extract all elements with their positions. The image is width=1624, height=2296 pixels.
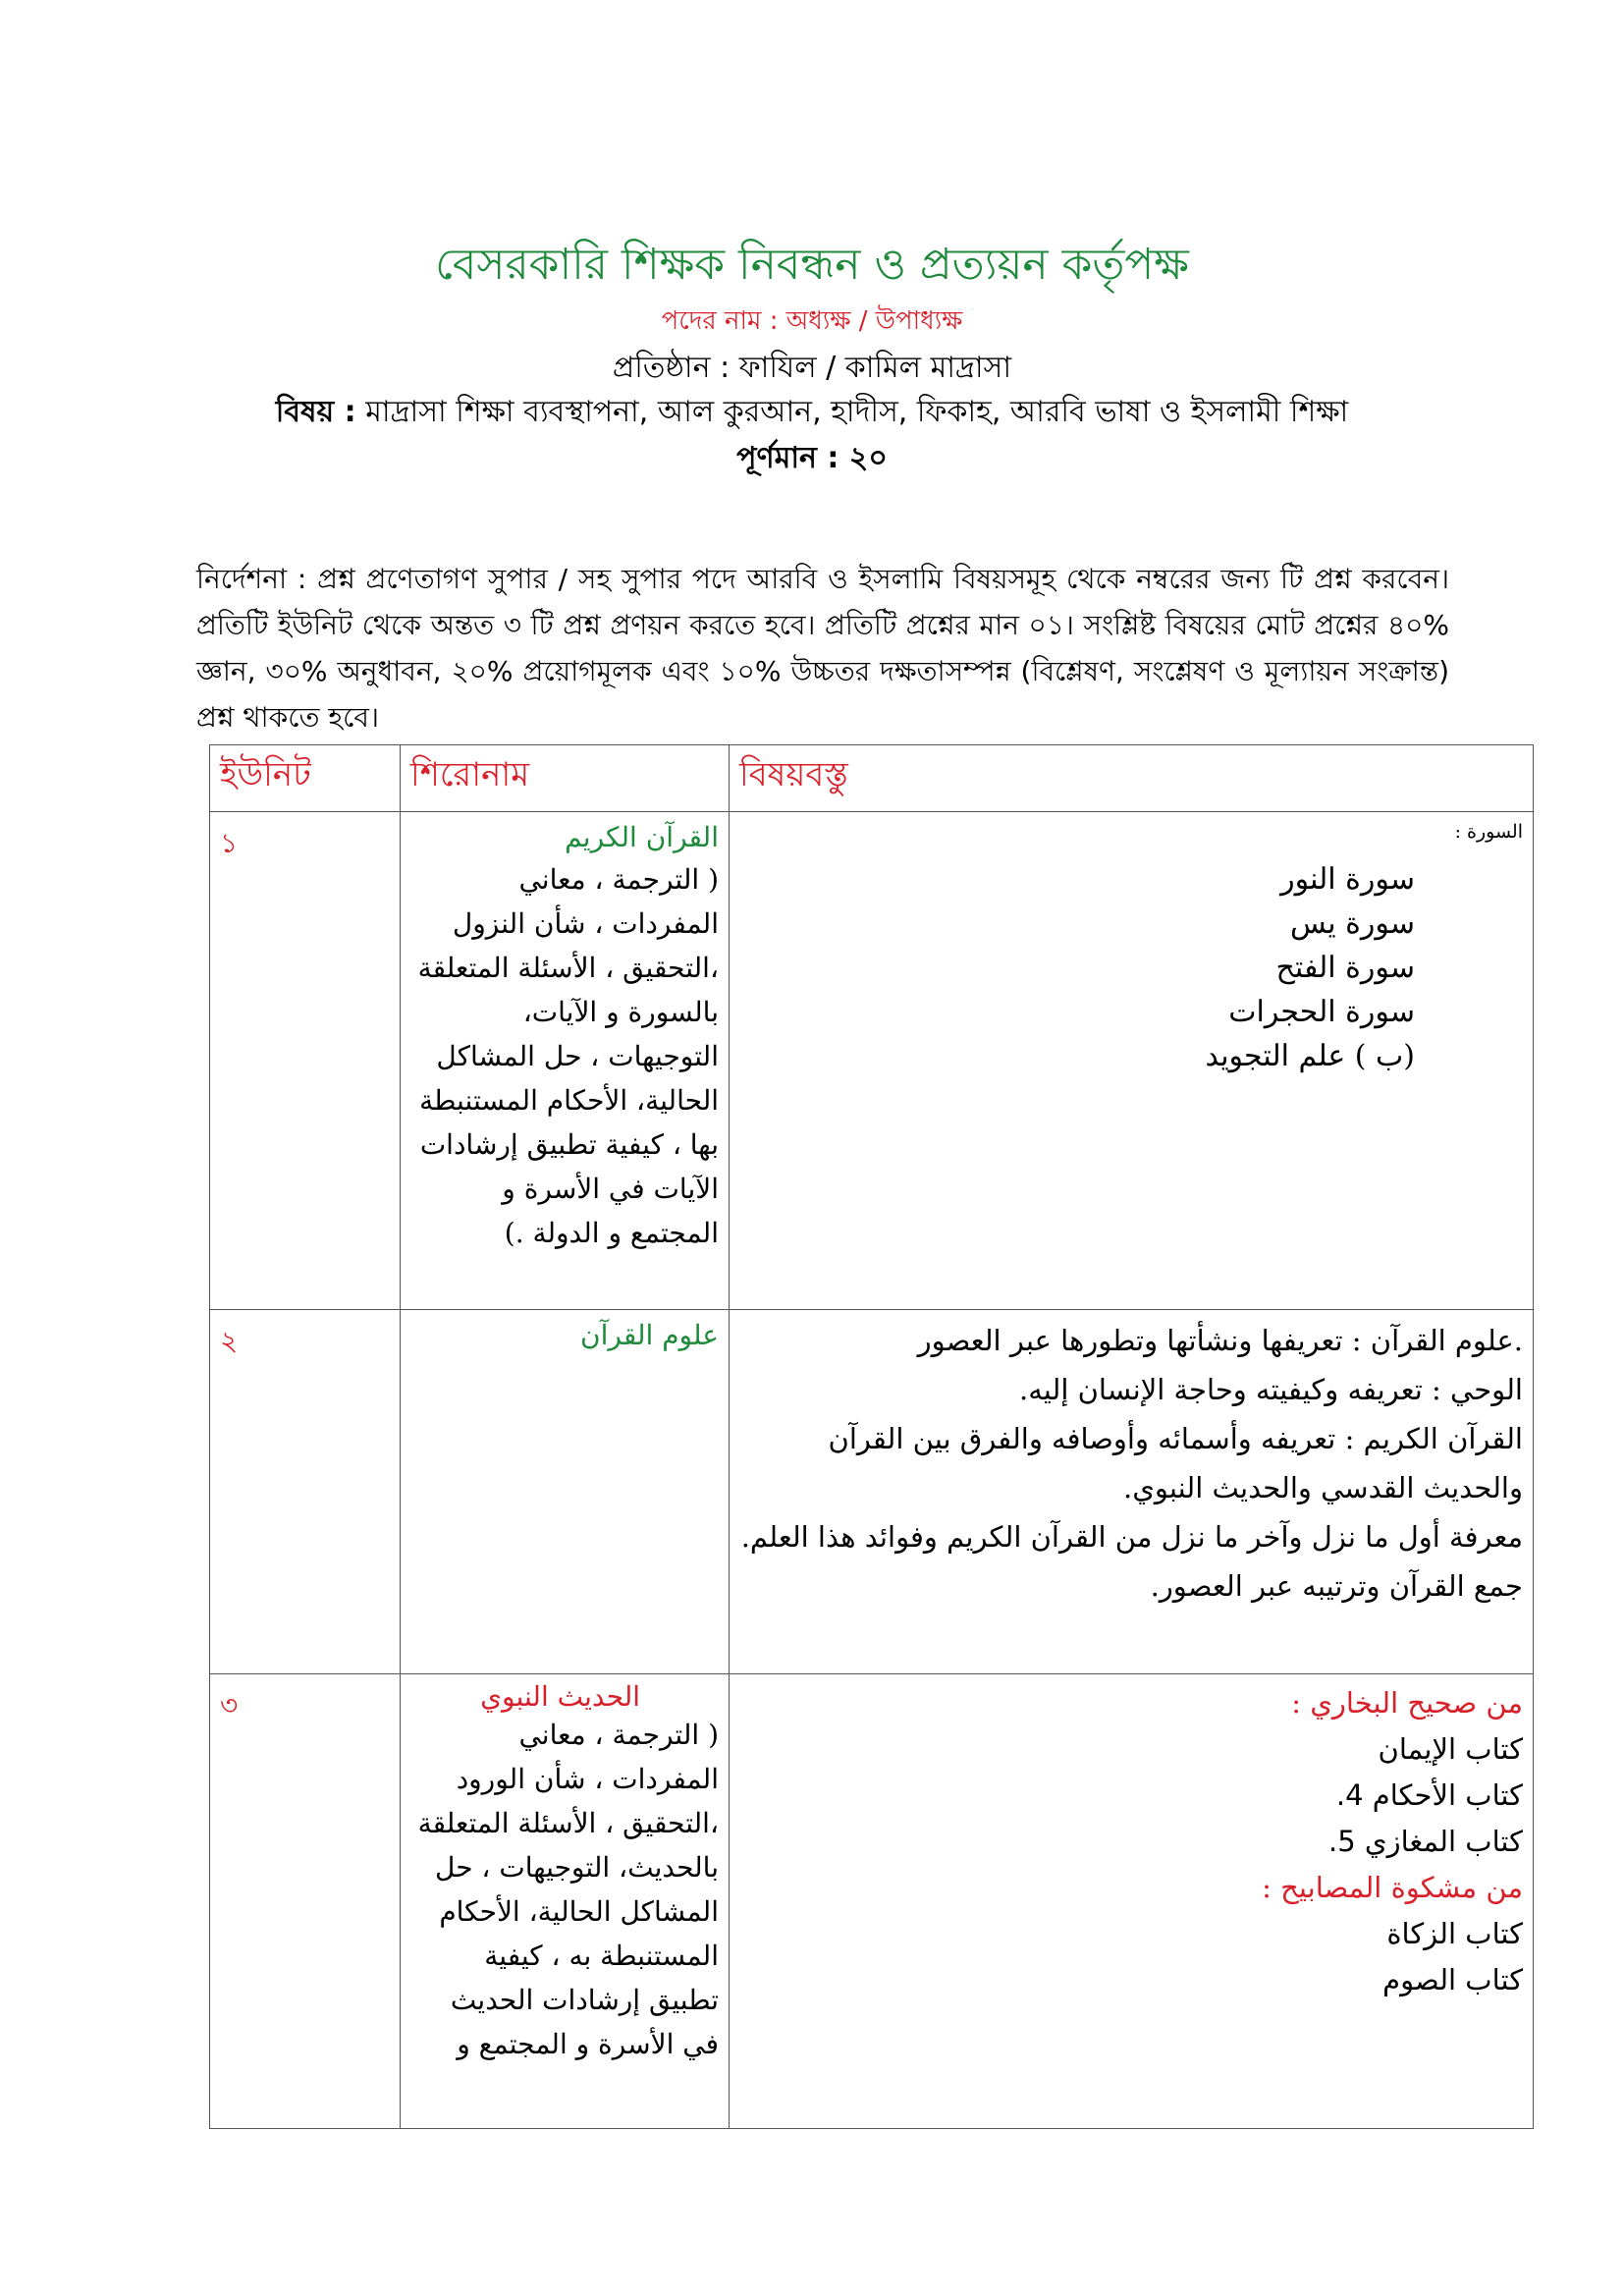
unit-title: الحديث النبوي — [480, 1680, 640, 1713]
list-item: سورة الحجرات — [1228, 995, 1415, 1029]
subject-value: মাদ্রাসা শিক্ষা ব্যবস্থাপনা, আল কুরআন, হাদীস, ফিকাহ, আরবি ভাষা ও ইসলামী শিক্ষা — [355, 395, 1349, 429]
list-item: معرفة أول ما نزل وآخر ما نزل من القرآن الكريم وفوائد هذا العلم. — [740, 1520, 1523, 1554]
header-title: শিরোনাম — [401, 745, 730, 812]
header-content: বিষয়বস্তু — [730, 745, 1534, 812]
table-row — [210, 812, 1534, 1310]
content-heading: من صحيح البخاري : — [1291, 1686, 1523, 1720]
post-name: পদের নাম : অধ্যক্ষ / উপাধ্যক্ষ — [661, 306, 963, 336]
list-item-text: كتاب الأحكام — [1372, 1778, 1523, 1812]
subject-label: বিষয় : — [275, 395, 356, 429]
unit-title-cell — [401, 1674, 730, 2129]
list-item: كتاب الزكاة — [1386, 1917, 1523, 1950]
list-item: سورة النور — [1280, 862, 1415, 897]
table-row — [210, 1674, 1534, 2129]
list-item-number: 5. — [1328, 1825, 1356, 1858]
list-item-text: كتاب المغازي — [1364, 1825, 1523, 1858]
list-item — [739, 1773, 1523, 1819]
unit-title: علوم القرآن — [580, 1319, 719, 1351]
content-heading: من مشكوة المصابيح : — [1262, 1871, 1523, 1904]
unit-content-cell — [730, 1310, 1534, 1674]
syllabus-table — [209, 744, 1534, 2129]
full-marks: পূর্ণমান : ২০ — [736, 441, 888, 475]
content-label: السورة : — [1454, 821, 1523, 843]
list-item: كتاب الصوم — [1382, 1963, 1523, 1996]
unit-title-cell — [401, 812, 730, 1310]
unit-content-cell — [730, 1674, 1534, 2129]
unit-title: القرآن الكريم — [565, 821, 719, 853]
list-item — [739, 1819, 1523, 1865]
table-row — [210, 1310, 1534, 1674]
content-list — [739, 857, 1415, 1078]
unit-content-cell — [730, 812, 1534, 1310]
table-header-row — [210, 745, 1534, 812]
unit-title-description: ( الترجمة ، معاني المفردات ، شأن النزول ،التحقيق ، الأسئلة المتعلقة بالسورة و الآيات، التوجيهات ، حل المشاكل الحالية، الأحكام المستنبطة بها ، كيفية تطبيق إرشادات الآيات في الأسرة و المجتمع و الدولة .) — [417, 863, 719, 1249]
list-item: (ب ) علم التجويد — [1205, 1039, 1415, 1073]
list-item: جمع القرآن وترتيبه عبر العصور. — [1150, 1569, 1523, 1603]
instructions-paragraph: নির্দেশনা : প্রশ্ন প্রণেতাগণ সুপার / সহ সুপার পদে আরবি ও ইসলামি বিষয়সমূহ থেকে নম্বরের জন্য টি প্রশ্ন করবেন। প্রতিটি ইউনিট থেকে অন্তত ৩ টি প্রশ্ন প্রণয়ন করতে হবে। প্রতিটি প্রশ্নের মান ০১। সংশ্লিষ্ট বিষয়ের মোট প্রশ্নের ৪০% জ্ঞান, ৩০% অনুধাবন, ২০% প্রয়োগমূলক এবং ১০% উচ্চতর দক্ষতাসম্পন্ন (বিশ্লেষণ, সংশ্লেষণ ও মূল্যায়ন সংক্রান্ত) প্রশ্ন থাকতে হবে। — [196, 563, 1449, 734]
list-item: سورة يس — [1290, 906, 1415, 941]
subject-line — [0, 388, 1624, 438]
unit-number: ১ — [210, 812, 401, 1310]
unit-title-cell — [401, 1310, 730, 1674]
page-title: বেসরকারি শিক্ষক নিবন্ধন ও প্রত্যয়ন কর্তৃপক্ষ — [435, 240, 1189, 290]
institution: প্রতিষ্ঠান : ফাযিল / কামিল মাদ্রাসা — [612, 351, 1012, 385]
list-item: سورة الفتح — [1275, 951, 1415, 985]
list-item: كتاب الإيمان — [1378, 1732, 1523, 1766]
list-item: الوحي : تعريفه وكيفيته وحاجة الإنسان إليه. — [1018, 1373, 1523, 1406]
list-item: .علوم القرآن : تعريفها ونشأتها وتطورها عبر العصور — [917, 1324, 1523, 1357]
unit-title-description: ( الترجمة ، معاني المفردات ، شأن الورود ،التحقيق ، الأسئلة المتعلقة بالحديث، التوجيهات ، حل المشاكل الحالية، الأحكام المستنبطة به ، كيفية تطبيق إرشادات الحديث في الأسرة و المجتمع و — [417, 1719, 719, 2060]
header-unit: ইউনিট — [210, 745, 401, 812]
list-item-number: 4. — [1335, 1778, 1364, 1812]
list-item: القرآن الكريم : تعريفه وأسمائه وأوصافه والفرق بين القرآن والحديث القدسي والحديث النبوي. — [828, 1422, 1523, 1504]
unit-number: ৩ — [210, 1674, 401, 2129]
unit-number: ২ — [210, 1310, 401, 1674]
